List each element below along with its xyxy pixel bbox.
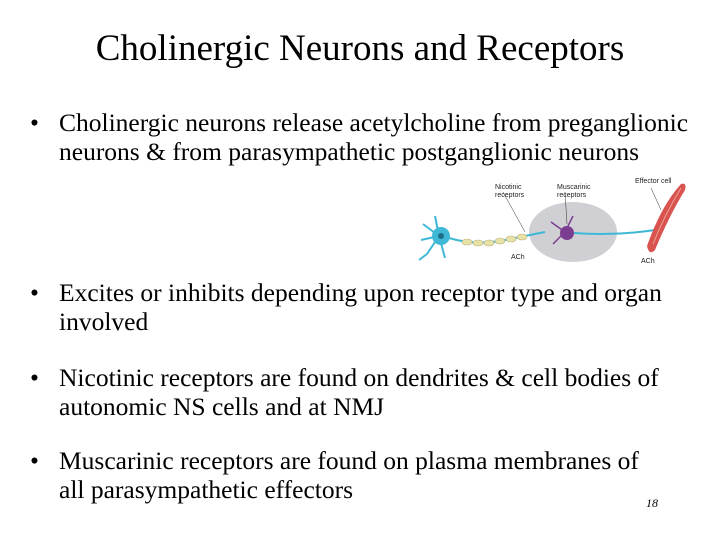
bullet-item bbox=[30, 278, 700, 336]
bullet-item bbox=[30, 363, 700, 421]
bullet-dot: • bbox=[30, 363, 39, 392]
neuron-diagram bbox=[415, 176, 692, 268]
bullet-dot: • bbox=[30, 278, 39, 307]
slide-title: Cholinergic Neurons and Receptors bbox=[95, 28, 625, 69]
bullet-text: Cholinergic neurons release acetylcholine from preganglionic neurons & from parasympathetic postganglionic neurons bbox=[59, 108, 689, 166]
muscarinic-receptors-label: Muscarinic receptors bbox=[557, 184, 591, 199]
bullet-item bbox=[30, 108, 690, 166]
ach-label-left: ACh bbox=[511, 254, 525, 261]
effector-cell-label: Effector cell bbox=[635, 178, 672, 185]
bullet-text: Muscarinic receptors are found on plasma membranes of all parasympathetic effectors bbox=[59, 446, 639, 504]
bullet-dot: • bbox=[30, 446, 39, 475]
bullet-text: Excites or inhibits depending upon receptor type and organ involved bbox=[59, 278, 662, 336]
myelin-sheath bbox=[462, 234, 527, 246]
nicotinic-receptors-label: Nicotinic receptors bbox=[495, 184, 525, 199]
page-number: 18 bbox=[646, 496, 658, 510]
effector-muscle bbox=[647, 184, 686, 253]
bullet-text: Nicotinic receptors are found on dendrites & cell bodies of autonomic NS cells and at NMJ bbox=[59, 363, 659, 421]
neuron-diagram-graphic bbox=[415, 176, 692, 268]
ach-label-right: ACh bbox=[641, 258, 655, 265]
bullet-dot: • bbox=[30, 108, 39, 137]
bullet-item bbox=[30, 446, 670, 504]
postganglionic-soma bbox=[560, 226, 574, 240]
